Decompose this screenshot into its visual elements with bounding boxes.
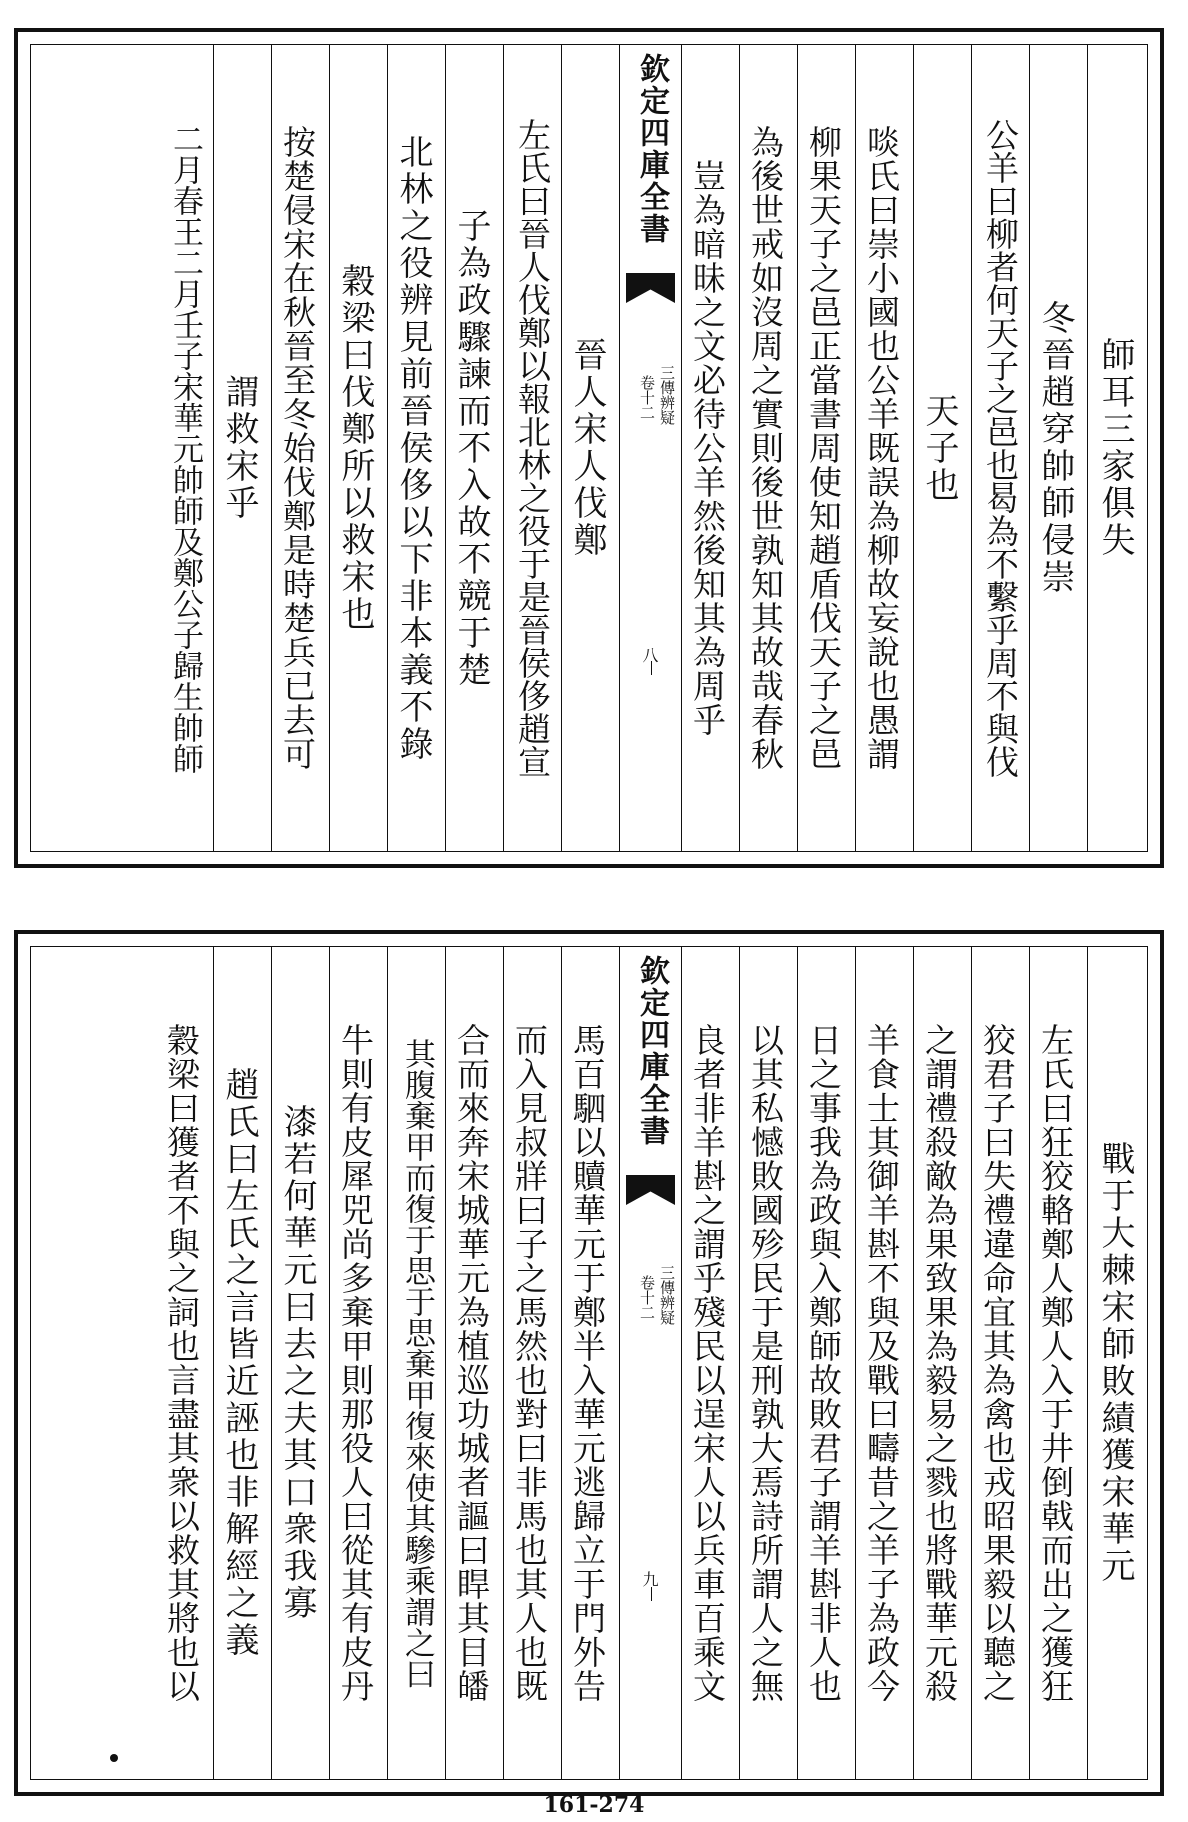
column-text: 狡君子曰失禮違命宜其為禽也戎昭果毅以聽之 (978, 1023, 1017, 1703)
center-fold (619, 45, 681, 851)
column-text: 穀梁曰伐鄭所以救宋也 (335, 263, 375, 633)
text-column (913, 45, 971, 851)
column-text: 馬百駟以贖華元于鄭半入華元逃歸立于門外告 (568, 1023, 607, 1703)
text-column (31, 45, 213, 851)
column-text: 北林之役辨見前晉侯侈以下非本義不錄 (393, 133, 433, 763)
column-text: 晉人宋人伐鄭 (567, 337, 607, 559)
text-column (797, 45, 855, 851)
text-column (445, 45, 503, 851)
column-text: 冬晉趙穿帥師侵崇 (1035, 300, 1075, 596)
top-page-frame (30, 44, 1148, 852)
column-text: 左氏曰狂狡輅鄭人鄭人入于井倒戟而出之獲狂 (1036, 1023, 1075, 1703)
fish-tail-mark (626, 273, 675, 303)
text-column (271, 45, 329, 851)
column-text: 日之事我為政與入鄭師故敗君子謂羊斟非人也 (804, 1023, 843, 1703)
column-text: 合而來奔宋城華元為植巡功城者謳曰睅其目皤 (452, 1023, 491, 1703)
text-column (213, 45, 271, 851)
column-text: 為後世戒如沒周之實則後世孰知其故哉春秋 (746, 125, 785, 771)
column-text: 穀梁曰獲者不與之詞也言盡其衆以救其將也以 (162, 1023, 201, 1703)
column-text: 柳果天子之邑正當書周使知趙盾伐天子之邑 (804, 125, 843, 771)
text-column (739, 45, 797, 851)
column-text: 而入見叔牂曰子之馬然也對曰非馬也其人也既 (510, 1023, 549, 1703)
column-text: 之謂禮殺敵為果致果為毅易之戮也將戰華元殺 (920, 1023, 959, 1703)
text-column (213, 947, 271, 1779)
column-text: 戰于大棘宋師敗績獲宋華元 (1095, 1141, 1135, 1585)
text-column (681, 947, 739, 1779)
text-column (561, 947, 619, 1779)
text-column (681, 45, 739, 851)
column-text: 牛則有皮犀兕尚多棄甲則那役人曰從其有皮丹 (336, 1023, 375, 1703)
book-title: 三傳辨疑 (658, 365, 676, 425)
fish-tail-lower (651, 1587, 652, 1601)
column-text: 漆若何華元曰去之夫其口衆我寡 (277, 1104, 317, 1622)
column-text: 師耳三家俱失 (1095, 337, 1135, 559)
column-text: 以其私憾敗國殄民于是刑孰大焉詩所謂人之無 (746, 1023, 785, 1703)
page-number: 九 (642, 1570, 659, 1589)
top-page (14, 28, 1164, 868)
column-text: 左氏曰晉人伐鄭以報北林之役于是晉侯侈趙宣 (513, 118, 552, 778)
text-column (271, 947, 329, 1779)
book-title: 三傳辨疑 (658, 1265, 676, 1325)
text-column (387, 45, 445, 851)
text-column (503, 947, 561, 1779)
center-fold (619, 947, 681, 1779)
column-text: 二月春王二月壬子宋華元帥師及鄭公子歸生帥師 (167, 122, 203, 774)
fish-tail-mark (626, 1175, 675, 1205)
text-column (1087, 45, 1147, 851)
column-text: 謂救宋乎 (219, 374, 259, 522)
bottom-page-frame (30, 946, 1148, 1780)
page-number: 八 (642, 646, 659, 665)
column-text: 良者非羊斟之謂乎殘民以逞宋人以兵車百乘文 (688, 1023, 727, 1703)
text-column (797, 947, 855, 1779)
bottom-page (14, 930, 1164, 1796)
column-text: 子為政驟諫而不入故不競于楚 (451, 207, 491, 689)
column-text: 其腹棄甲而復于思于思棄甲復來使其驂乘謂之曰 (399, 1037, 435, 1689)
text-column (445, 947, 503, 1779)
series-title: 欽定四庫全書 (634, 53, 669, 245)
volume-label: 卷十二 (638, 1275, 656, 1320)
text-column (1029, 45, 1087, 851)
series-title: 欽定四庫全書 (634, 955, 669, 1147)
text-column (855, 45, 913, 851)
text-column (561, 45, 619, 851)
text-column (31, 947, 213, 1779)
volume-label: 卷十二 (638, 375, 656, 420)
text-column (913, 947, 971, 1779)
text-column (329, 45, 387, 851)
column-text: 豈為暗昧之文必待公羊然後知其為周乎 (688, 159, 727, 737)
text-column (971, 45, 1029, 851)
text-column (739, 947, 797, 1779)
text-column (855, 947, 913, 1779)
fish-tail-lower (651, 661, 652, 675)
text-column (387, 947, 445, 1779)
column-text: 按楚侵宋在秋晉至冬始伐鄭是時楚兵已去可 (278, 125, 317, 771)
column-text: 趙氏曰左氏之言皆近誣也非解經之義 (219, 1067, 259, 1659)
text-column (1029, 947, 1087, 1779)
column-text: 羊食士其御羊斟不與及戰曰疇昔之羊子為政今 (862, 1023, 901, 1703)
column-text: 公羊曰柳者何天子之邑也曷為不繫乎周不與伐 (981, 118, 1020, 778)
text-column (1087, 947, 1147, 1779)
column-text: 啖氏曰崇小國也公羊既誤為柳故妄說也愚謂 (862, 125, 901, 771)
column-text: 天子也 (919, 392, 959, 504)
ink-dot (110, 1754, 118, 1762)
text-column (329, 947, 387, 1779)
page-footer-number: 161-274 (543, 1792, 645, 1818)
text-column (503, 45, 561, 851)
text-column (971, 947, 1029, 1779)
